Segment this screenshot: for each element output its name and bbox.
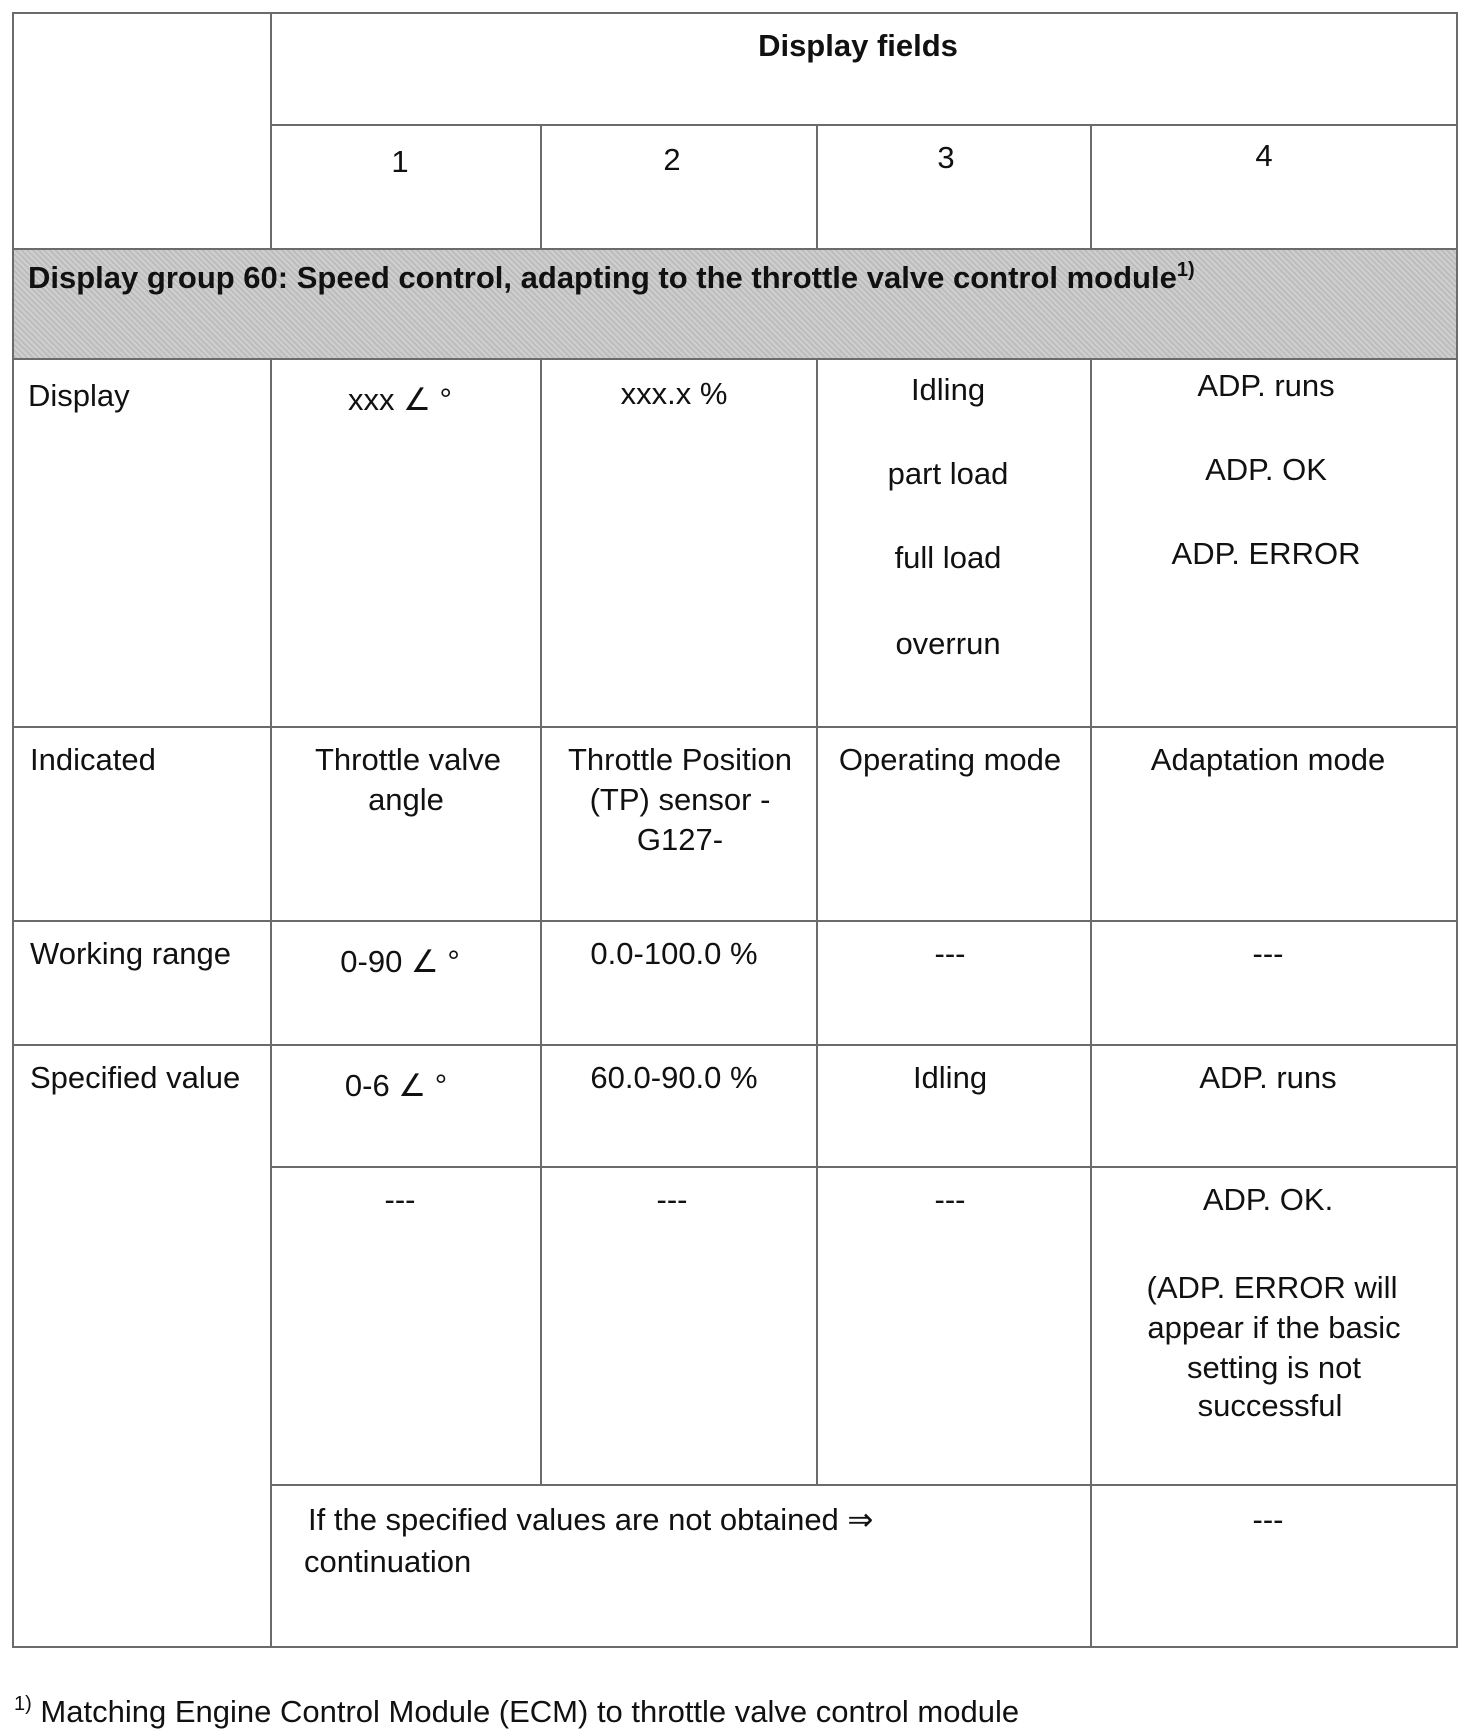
row-label-indicated: Indicated <box>30 742 156 777</box>
specified-field-4: ADP. runs <box>1199 1060 1337 1095</box>
display-field-3: overrun <box>895 626 1001 661</box>
rule <box>1090 124 1092 250</box>
rule <box>12 12 1458 14</box>
specified-note: (ADP. ERROR will <box>1146 1270 1398 1305</box>
rule <box>540 358 542 1486</box>
indicated-field-4: Adaptation mode <box>1150 742 1386 777</box>
display-group-title-text: Display group 60: Speed control, adapting to the throttle valve control module <box>28 260 1177 295</box>
display-field-3: Idling <box>910 372 986 407</box>
rule <box>270 124 1458 126</box>
row-label-specified-value: Specified value <box>30 1060 241 1095</box>
display-field-3: part load <box>887 456 1009 491</box>
working-range-field-3: --- <box>934 936 966 971</box>
working-range-field-1: 0-90 ∠ ° <box>340 944 460 979</box>
rule <box>12 1646 1458 1648</box>
display-field-4: ADP. ERROR <box>1171 536 1361 571</box>
field-number: 1 <box>391 144 409 179</box>
working-range-field-2: 0.0-100.0 % <box>590 936 758 971</box>
field-number: 4 <box>1255 138 1273 173</box>
rule <box>270 1484 1458 1486</box>
field-number: 2 <box>663 142 681 177</box>
indicated-field-2: (TP) sensor - <box>589 782 771 817</box>
specified-field-4: ADP. OK. <box>1202 1182 1334 1217</box>
indicated-field-2: G127- <box>636 822 724 857</box>
display-field-3: full load <box>894 540 1002 575</box>
rule <box>270 358 272 1648</box>
footnote-ref: 1) <box>1176 259 1195 281</box>
working-range-field-4: --- <box>1252 936 1284 971</box>
specified-field-1: --- <box>384 1182 416 1217</box>
rule <box>12 726 1458 728</box>
footnote-marker: 1) <box>14 1693 32 1715</box>
display-field-4: ADP. runs <box>1197 368 1335 403</box>
indicated-field-3: Operating mode <box>838 742 1062 777</box>
indicated-field-2: Throttle Position <box>568 742 792 777</box>
rule <box>270 12 272 250</box>
rule <box>12 1044 1458 1046</box>
display-field-4: ADP. OK <box>1205 452 1327 487</box>
footnote-text: Matching Engine Control Module (ECM) to throttle valve control module <box>40 1694 1020 1729</box>
display-field-1: xxx ∠ ° <box>348 382 452 417</box>
specified-field-2: --- <box>656 1182 688 1217</box>
specified-field-3: Idling <box>912 1060 988 1095</box>
rule <box>12 358 1458 360</box>
indicated-field-1: angle <box>368 782 444 817</box>
row-label-display: Display <box>28 378 130 413</box>
specified-field-1: 0-6 ∠ ° <box>344 1068 448 1103</box>
rule <box>816 124 818 250</box>
specified-note: successful <box>1197 1388 1343 1423</box>
specified-note: setting is not <box>1186 1350 1362 1385</box>
rule <box>540 124 542 250</box>
indicated-field-1: Throttle valve <box>314 742 502 777</box>
continuation-note <box>308 1500 873 1540</box>
display-field-2: xxx.x % <box>620 376 728 411</box>
display-group-title <box>28 258 1195 298</box>
display-fields-heading: Display fields <box>758 28 958 63</box>
specified-field-2: 60.0-90.0 % <box>590 1060 758 1095</box>
field-number: 3 <box>937 140 955 175</box>
specified-note: appear if the basic <box>1147 1310 1401 1345</box>
specified-field-4: --- <box>1252 1502 1284 1537</box>
rule <box>816 358 818 1486</box>
rule <box>12 248 1458 250</box>
continuation-note-line: If the specified values are not obtained ⇒ <box>308 1502 874 1537</box>
specified-field-3: --- <box>934 1182 966 1217</box>
rule <box>1456 12 1458 1648</box>
footnote <box>14 1692 1019 1732</box>
rule <box>12 920 1458 922</box>
rule <box>12 12 14 1648</box>
row-label-working-range: Working range <box>30 936 232 971</box>
continuation-link[interactable]: continuation <box>304 1544 472 1579</box>
rule <box>1090 358 1092 1648</box>
rule <box>270 1166 1458 1168</box>
